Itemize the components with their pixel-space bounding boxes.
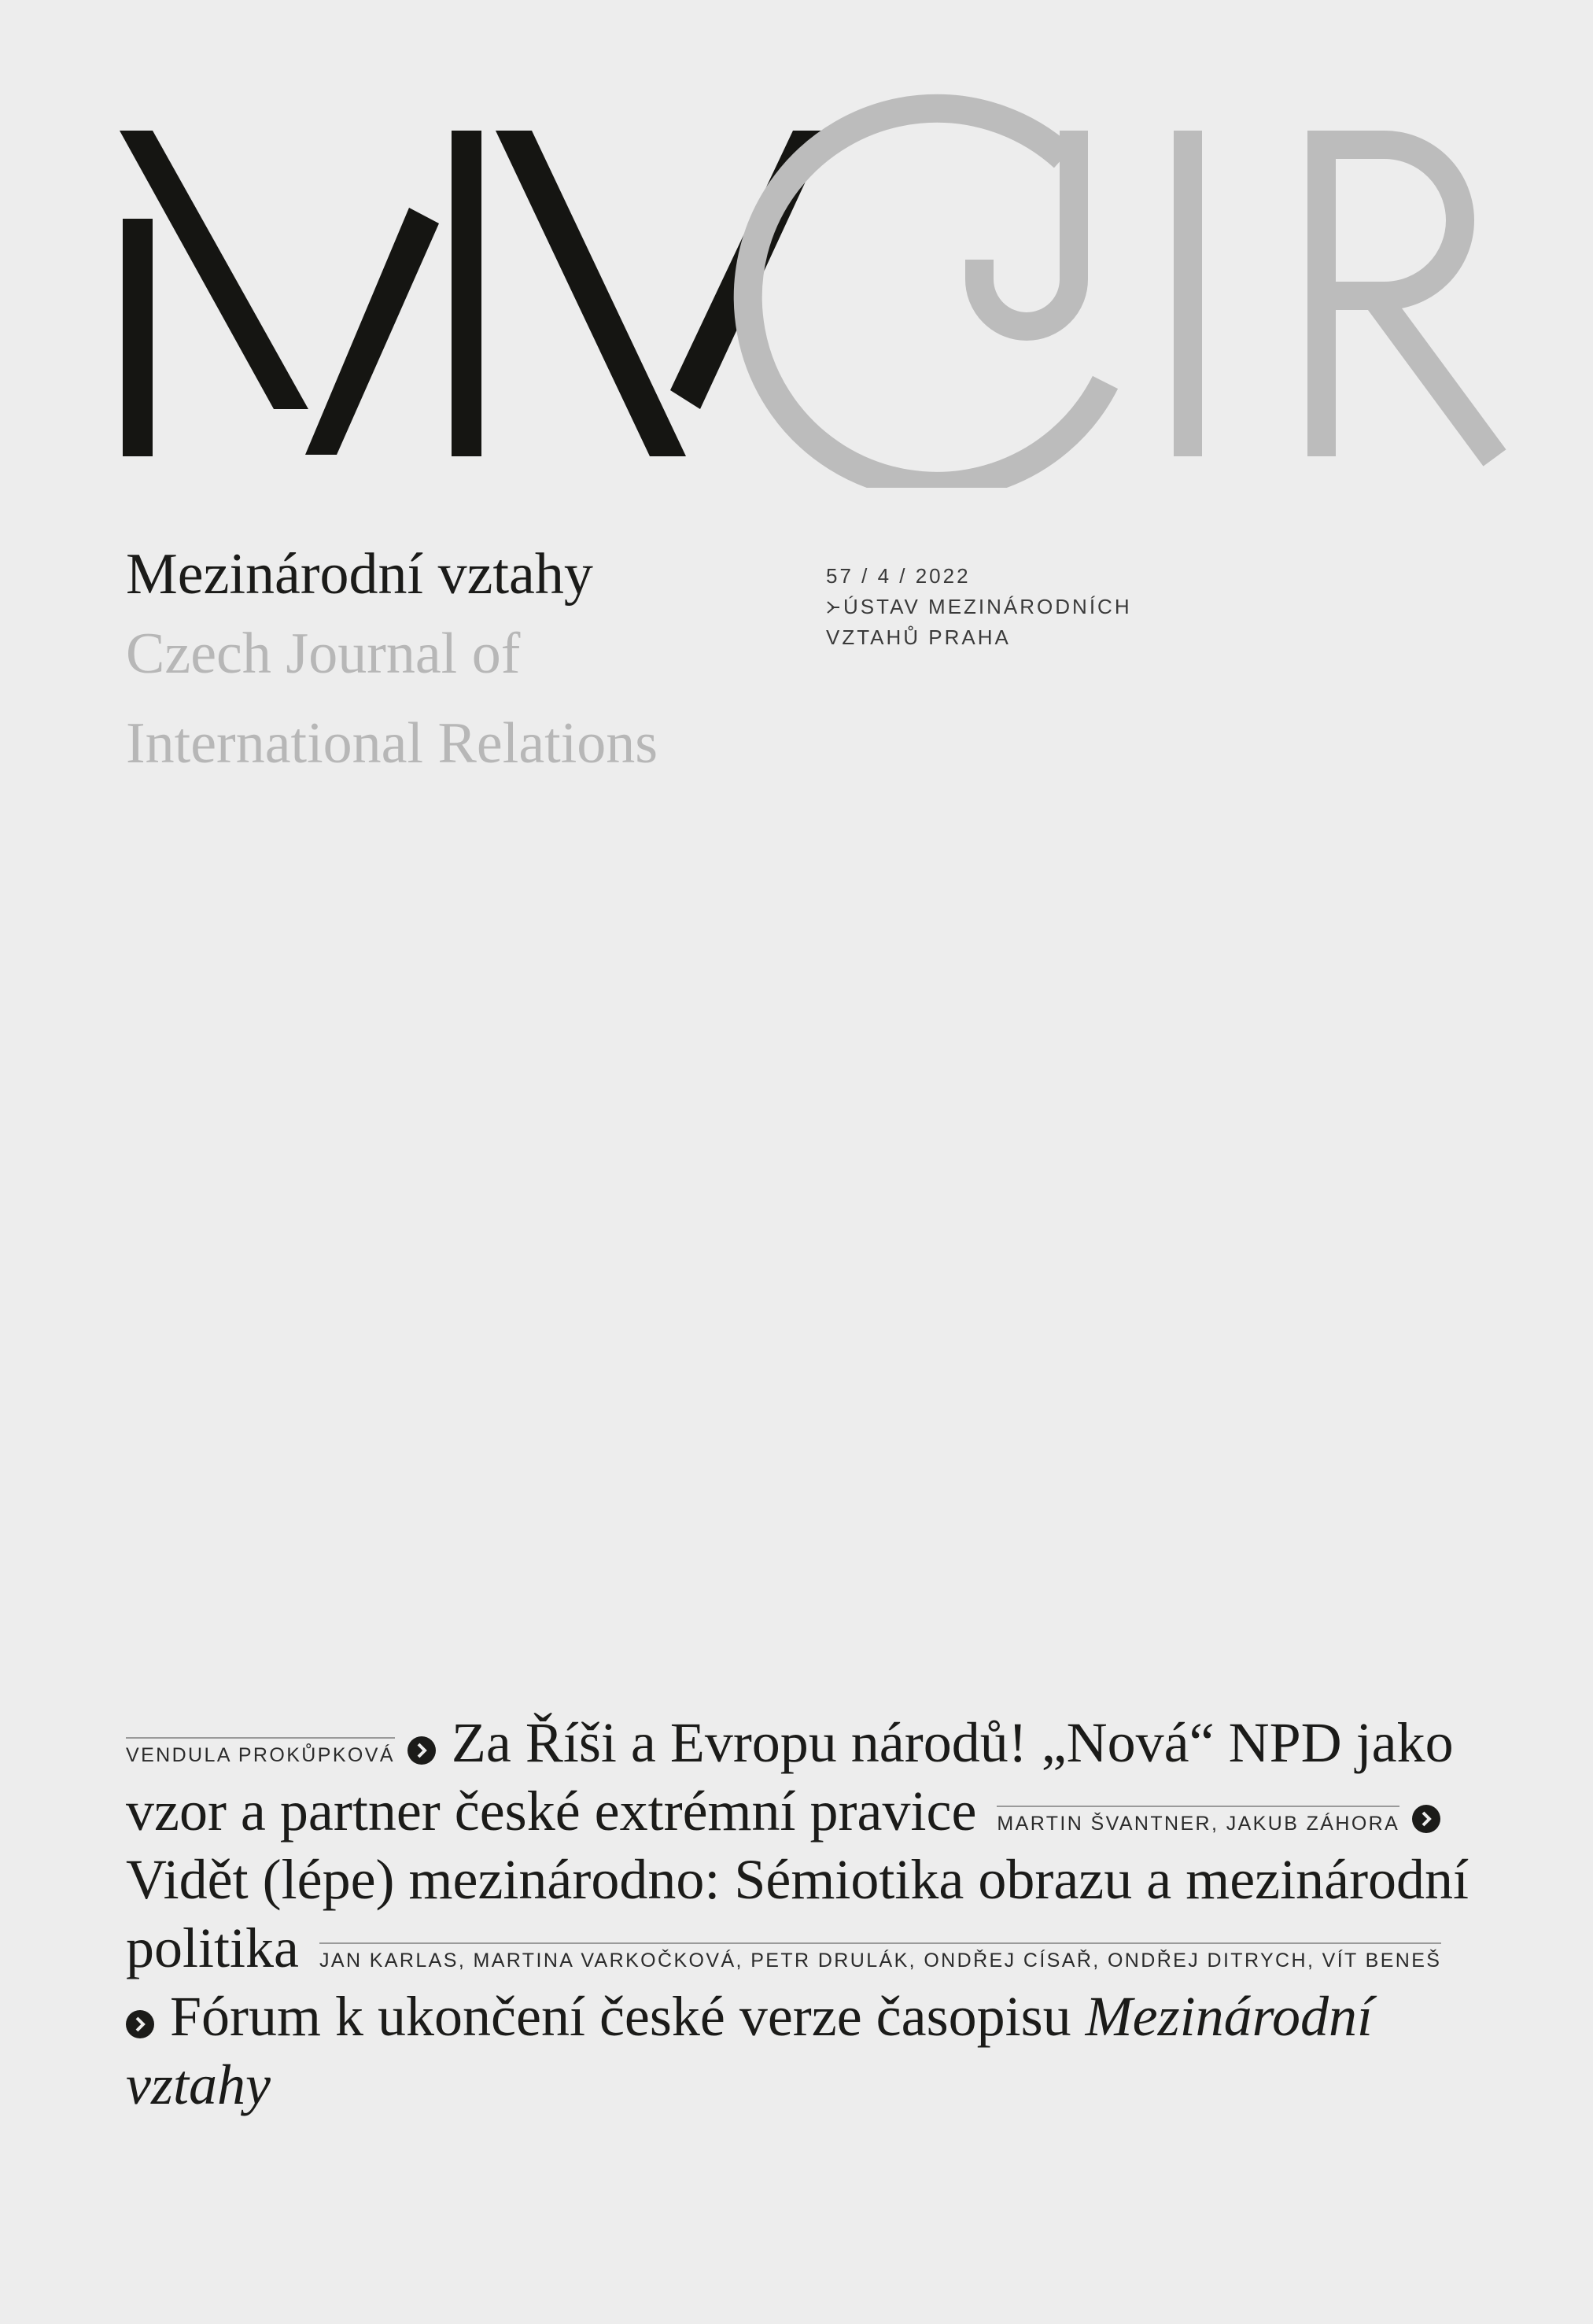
article-title: Fórum k ukončení české verze časopisu	[170, 1985, 1071, 2048]
article-authors: VENDULA PROKŮPKOVÁ	[126, 1737, 395, 1767]
publisher-line-1	[826, 592, 1132, 622]
logo-light-letters	[748, 109, 1495, 486]
logo-m-left-stem	[123, 219, 153, 456]
logo-dark-letters	[120, 131, 829, 456]
mvcjir-logo	[0, 0, 1593, 488]
article-title: Vidět (lépe) mezinárodno: Sémiotika obrazu a mezinárodní politika	[126, 1848, 1469, 1979]
journal-title-english: Czech Journal of International Relations	[126, 622, 658, 776]
logo-r-leg	[1375, 296, 1495, 458]
issue-meta	[826, 561, 1132, 653]
issue-number: 57 / 4 / 2022	[826, 564, 971, 588]
logo-m-short-diagonal	[305, 208, 439, 455]
logo-j	[979, 131, 1074, 326]
publisher-line-2: VZTAHŮ PRAHA	[826, 625, 1011, 649]
chevron-right-icon	[407, 1736, 436, 1765]
chevron-right-icon	[126, 2010, 154, 2038]
publisher-name-1: ÚSTAV MEZINÁRODNÍCH	[843, 595, 1132, 618]
logo-r-bowl	[1322, 145, 1460, 296]
chevron-right-icon	[1412, 1805, 1440, 1833]
table-of-contents	[126, 1709, 1479, 2119]
article-title: Za Říši a Evropu národů! „Nová“ NPD jako vzor a partner české extrémní pravice	[126, 1711, 1454, 1843]
article-authors: MARTIN ŠVANTNER, JAKUB ZÁHORA	[997, 1806, 1399, 1835]
logo-v-left-diagonal	[496, 131, 686, 456]
logo-c-bowl	[748, 109, 1105, 486]
article-authors: JAN KARLAS, MARTINA VARKOČKOVÁ, PETR DRULÁK, ONDŘEJ CÍSAŘ, ONDŘEJ DITRYCH, VÍT BENEŠ	[319, 1942, 1441, 1972]
journal-titles	[126, 540, 834, 788]
journal-title-czech: Mezinárodní vztahy	[126, 542, 593, 607]
publisher-mark-icon	[826, 600, 840, 614]
article-title-italic: Mezinárodní vztahy	[126, 1985, 1373, 2116]
logo-m-right-stem	[452, 131, 481, 456]
